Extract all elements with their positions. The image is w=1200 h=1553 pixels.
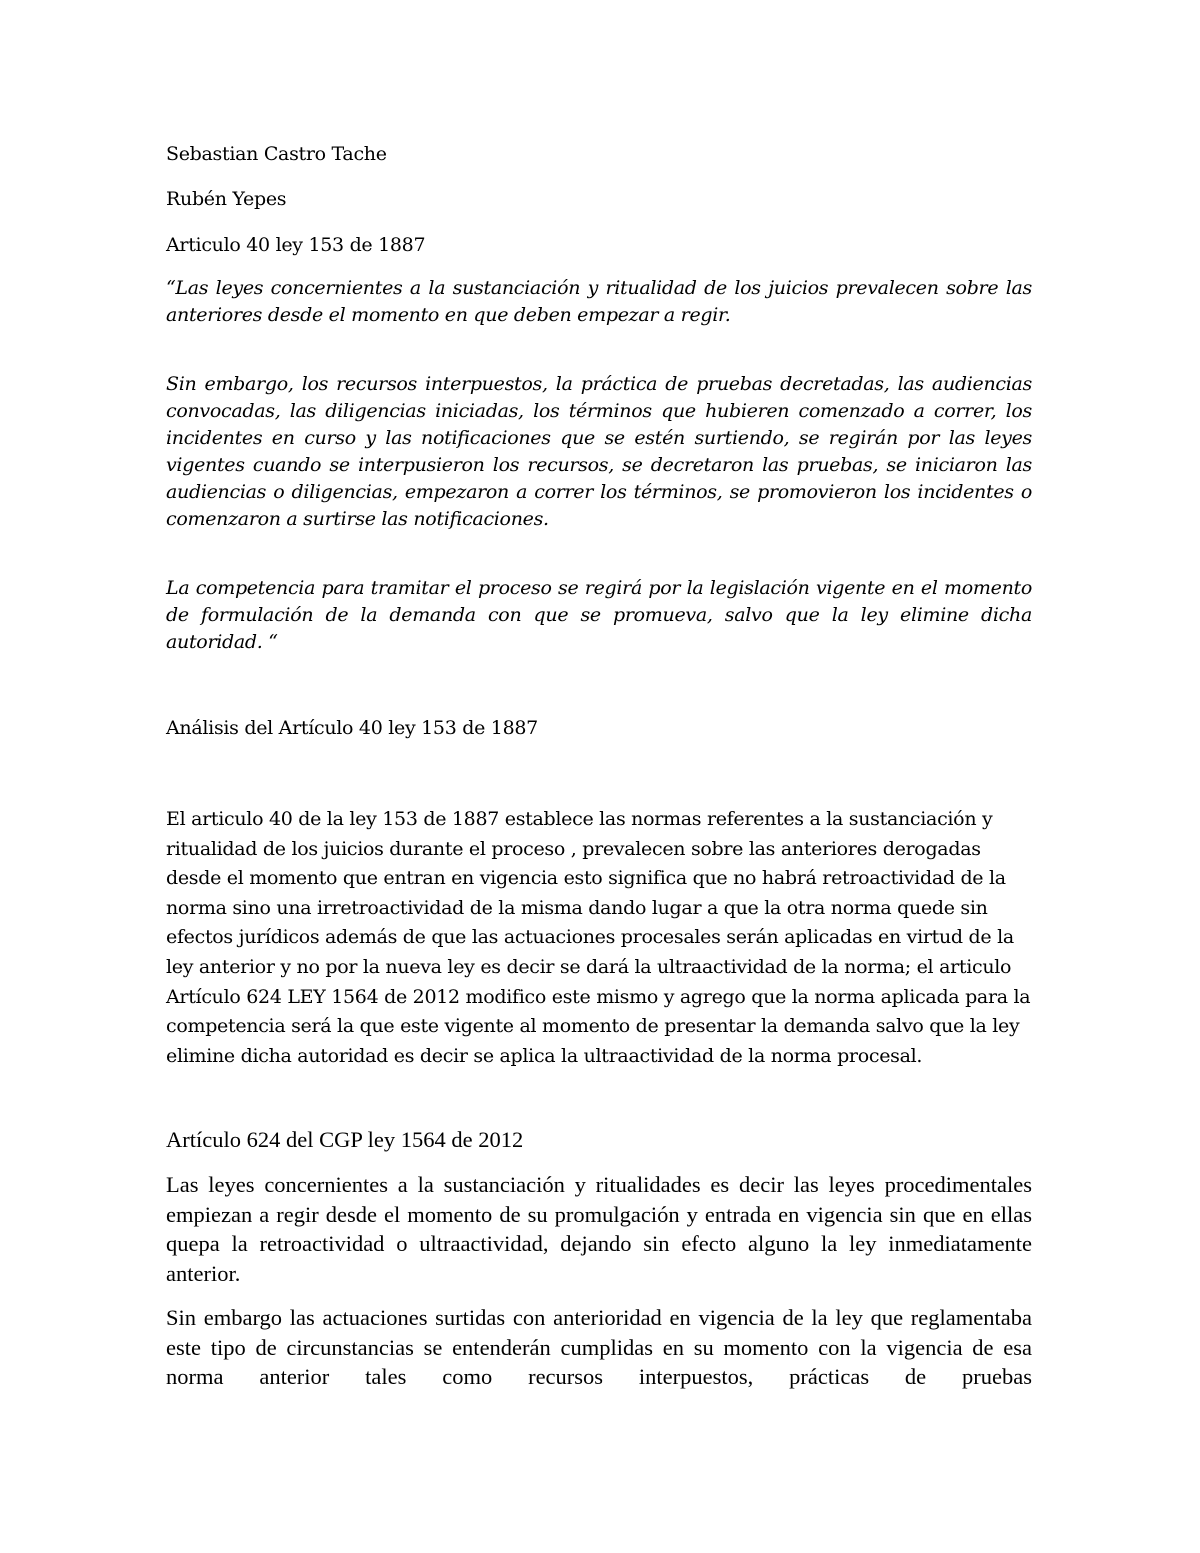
quote-paragraph-2: Sin embargo, los recursos interpuestos, la práctica de pruebas decretadas, las audiencias convocadas, las diligencias iniciadas, los términos que hubieren comenzado a correr, los incidentes en curso y las notificaciones que se estén surtiendo, se regirán por las leyes vigentes cuando se interpusieron los recursos, se decretaron las pruebas, se iniciaron las audiencias o diligencias, empezaron a correr los términos, se promovieron los incidentes o comenzaron a surtirse las notificaciones. bbox=[166, 373, 1032, 530]
cgp-heading: Artículo 624 del CGP ley 1564 de 2012 bbox=[166, 1127, 524, 1152]
author-name: Sebastian Castro Tache bbox=[166, 143, 387, 165]
cgp-paragraph-2: Sin embargo las actuaciones surtidas con anterioridad en vigencia de la ley que reglamentaba este tipo de circunstancias se entenderán cumplidas en su momento con la vigencia de esa norma anterior tales como recursos interpuestos, prácticas de pruebas bbox=[166, 1305, 1032, 1390]
quote-paragraph-3: La competencia para tramitar el proceso se regirá por la legislación vigente en el momento de formulación de la demanda con que se promueva, salvo que la ley elimine dicha autoridad. “ bbox=[166, 577, 1032, 653]
article-heading: Articulo 40 ley 153 de 1887 bbox=[166, 234, 426, 256]
analysis-heading: Análisis del Artículo 40 ley 153 de 1887 bbox=[166, 717, 538, 739]
recipient-name: Rubén Yepes bbox=[166, 188, 287, 210]
analysis-paragraph: El articulo 40 de la ley 153 de 1887 establece las normas referentes a la sustanciación y ritualidad de los juicios durante el proceso , prevalecen sobre las anteriores derogadas desde el momento que entran en vigencia esto significa que no habrá retroactividad de la norma sino una irretroactividad de la misma dando lugar a que la otra norma quede sin efectos jurídicos además de que las actuaciones procesales serán aplicadas en virtud de la ley anterior y no por la nueva ley es decir se dará la ultraactividad de la norma; el articulo Artículo 624 LEY 1564 de 2012 modifico este mismo y agrego que la norma aplicada para la competencia será la que este vigente al momento de presentar la demanda salvo que la ley elimine dicha autoridad es decir se aplica la ultraactividad de la norma procesal. bbox=[166, 808, 1031, 1067]
cgp-paragraph-1: Las leyes concernientes a la sustanciación y ritualidades es decir las leyes procedimentales empiezan a regir desde el momento de su promulgación y entrada en vigencia sin que en ellas quepa la retroactividad o ultraactividad, dejando sin efecto alguno la ley inmediatamente anterior. bbox=[166, 1172, 1032, 1286]
quote-paragraph-1: “Las leyes concernientes a la sustanciación y ritualidad de los juicios prevalecen sobre las anteriores desde el momento en que deben empezar a regir. bbox=[166, 277, 1032, 326]
